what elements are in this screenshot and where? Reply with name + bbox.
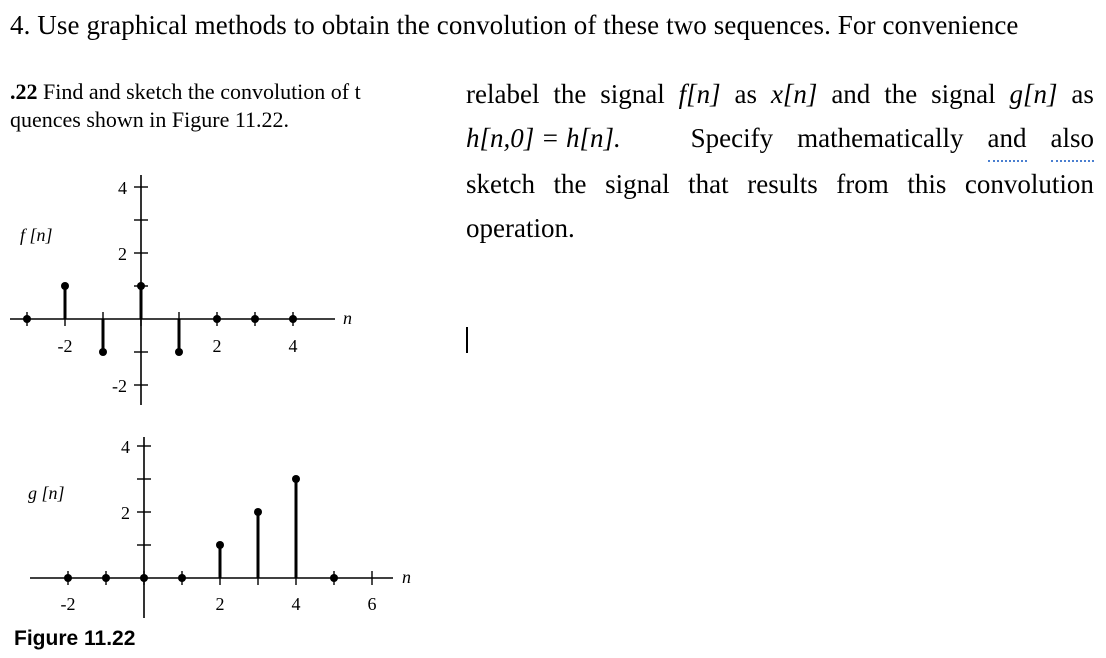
word: this: [907, 169, 947, 199]
stem-dot: [61, 282, 69, 290]
stem-dot: [99, 348, 107, 356]
x-tick-label: 2: [212, 336, 222, 356]
paragraph-line-4: operation.: [466, 213, 575, 243]
signal-label: g [n]: [28, 483, 65, 503]
word: from: [836, 169, 889, 199]
stem-dot: [289, 315, 297, 323]
y-tick-label: 4: [121, 437, 130, 457]
word: the: [553, 169, 587, 199]
word: signal: [605, 169, 670, 199]
stem-plot-f: [10, 175, 352, 405]
paragraph-line-1: [466, 72, 1094, 116]
stem-dot: [254, 508, 262, 516]
word: signal: [931, 79, 996, 109]
x-tick-label: 4: [288, 336, 298, 356]
math-h-equation: h[n,0] = h[n].: [466, 123, 621, 153]
word: as: [734, 79, 758, 109]
stem-dot: [178, 574, 186, 582]
word: as: [1071, 79, 1094, 109]
y-tick-label: -2: [112, 376, 127, 396]
stem-plots: [0, 0, 460, 658]
figure-caption: Figure 11.22: [14, 627, 136, 650]
x-tick-label: 6: [367, 594, 377, 614]
stem-dot: [137, 282, 145, 290]
spellcheck-word[interactable]: also: [1051, 116, 1095, 162]
text-cursor[interactable]: [466, 327, 468, 353]
stem-dot: [330, 574, 338, 582]
stem-plot-g: [28, 437, 411, 618]
paragraph-line-2: [466, 116, 1094, 162]
word: that: [688, 169, 729, 199]
stem-dot: [175, 348, 183, 356]
word: mathematically: [797, 123, 964, 153]
stem-dot: [251, 315, 259, 323]
x-tick-label: 2: [215, 594, 225, 614]
stem-dot: [213, 315, 221, 323]
stem-dot: [64, 574, 72, 582]
y-tick-label: 2: [121, 503, 130, 523]
spellcheck-word[interactable]: and: [988, 116, 1027, 162]
word: Specify: [690, 123, 774, 153]
caption-line-2: quences shown in Figure 11.22.: [10, 107, 290, 132]
x-tick-label: -2: [57, 336, 73, 356]
y-tick-label: 2: [118, 244, 127, 264]
word: the: [884, 79, 918, 109]
x-tick-label: -2: [60, 594, 76, 614]
math-x-n: x[n]: [770, 79, 818, 109]
x-tick-label: 4: [291, 594, 301, 614]
stem-dot: [23, 315, 31, 323]
word: convolution: [964, 169, 1094, 199]
stem-dot: [216, 541, 224, 549]
x-axis-label: n: [343, 308, 352, 328]
paragraph-line-3: [466, 162, 1094, 206]
y-tick-label: 4: [118, 178, 127, 198]
word: the: [553, 79, 587, 109]
word: results: [747, 169, 818, 199]
x-axis-label: n: [402, 567, 411, 587]
problem-number: .22: [10, 79, 38, 104]
word: relabel: [466, 79, 540, 109]
signal-label: f [n]: [20, 225, 53, 245]
problem-heading: 4. Use graphical methods to obtain the convolution of these two sequences. For convenience: [10, 10, 1019, 40]
math-g-n: g[n]: [1009, 79, 1058, 109]
word: signal: [600, 79, 665, 109]
stem-dot: [292, 475, 300, 483]
stem-dot: [140, 574, 148, 582]
word: sketch: [466, 169, 535, 199]
caption-line-1: Find and sketch the convolution of t: [37, 79, 361, 104]
instruction-paragraph: [466, 72, 1094, 250]
stem-dot: [102, 574, 110, 582]
math-f-n: f[n]: [678, 79, 721, 109]
word: and: [831, 79, 871, 109]
